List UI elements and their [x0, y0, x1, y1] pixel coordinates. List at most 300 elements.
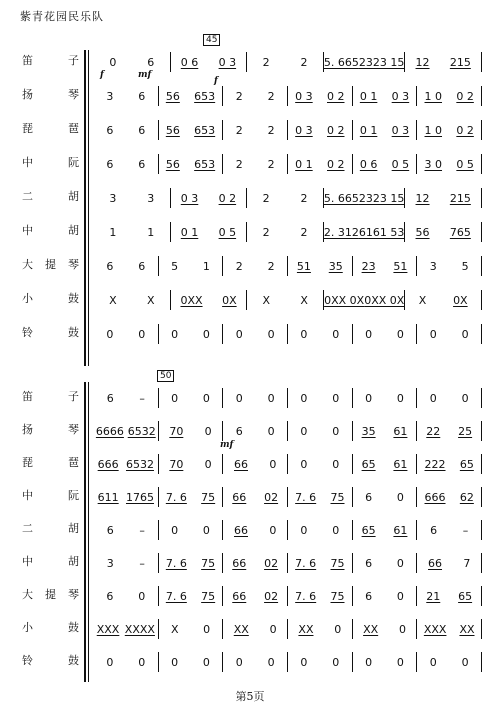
note-group: 0 5 [218, 225, 237, 239]
measure [417, 154, 482, 174]
note-group: 2 [300, 225, 308, 239]
note-group: 0 [202, 655, 210, 669]
measure [94, 324, 159, 344]
note-group: 21 [426, 589, 441, 603]
note-group: 22 [426, 424, 441, 438]
note-group: 0 [269, 523, 277, 537]
measure [417, 324, 482, 344]
measure [247, 290, 324, 310]
measure [417, 454, 482, 474]
note-group: 0 3 [391, 123, 410, 137]
measure [353, 256, 418, 276]
measure [247, 222, 324, 242]
note-group: 3 0 [424, 157, 443, 171]
note-group: 0 [365, 327, 373, 341]
note-group: 0 2 [327, 89, 345, 103]
note-group: 0 [300, 457, 308, 471]
note-group: 2 [300, 191, 308, 205]
note-group: 0 [267, 424, 275, 438]
note-group: 7 [463, 556, 471, 570]
note-group: 0 [204, 457, 212, 471]
measure [288, 324, 353, 344]
measure [353, 553, 418, 573]
note-group: 6 [147, 55, 155, 69]
note-group: 0 2 [218, 191, 237, 205]
note-group: 1 0 [424, 123, 443, 137]
note-group: 6 [365, 556, 373, 570]
note-group: 1765 [125, 490, 154, 504]
note-group: 2 [267, 259, 275, 273]
staff-row [0, 52, 500, 72]
staff-row [0, 388, 500, 408]
instrument-label: 铃 鼓 [22, 654, 80, 667]
note-group: 0 2 [456, 123, 474, 137]
measure [171, 222, 248, 242]
note-group: 0 [204, 424, 212, 438]
measure [288, 454, 353, 474]
instrument-label: 笛 子 [22, 390, 80, 403]
note-group: X [146, 293, 155, 307]
note-group: 0 [461, 327, 469, 341]
measure-group [94, 120, 482, 140]
staff-row [0, 256, 500, 276]
measure-group [94, 324, 482, 344]
measure [223, 652, 288, 672]
instrument-label: 中 胡 [22, 555, 80, 568]
measure [223, 454, 288, 474]
note-group: 1 0 [424, 89, 443, 103]
measure [405, 188, 482, 208]
measure-group [94, 256, 482, 276]
note-group: 0 [334, 622, 342, 636]
note-group: 2 [267, 89, 275, 103]
note-group: 2323 15 [358, 55, 405, 69]
measure [353, 652, 418, 672]
measure [94, 520, 159, 540]
instrument-label: 中 胡 [22, 224, 80, 237]
note-group: 6 [106, 157, 114, 171]
note-group: 0X [453, 293, 468, 307]
dynamic-marking: mf [138, 70, 152, 80]
note-group: 0 [396, 556, 404, 570]
instrument-label: 扬 琴 [22, 88, 80, 101]
measure [94, 86, 159, 106]
note-group: 653 [194, 157, 216, 171]
measure [223, 619, 288, 639]
measure [324, 222, 406, 242]
measure [94, 454, 159, 474]
measure [417, 652, 482, 672]
note-group: – [462, 523, 469, 537]
note-group: 0 [138, 655, 146, 669]
note-group: 0 [398, 622, 406, 636]
note-group: 12 [415, 191, 430, 205]
note-group: 51 [393, 259, 408, 273]
note-group: 666 [97, 457, 119, 471]
measure [94, 388, 159, 408]
note-group: 6 [235, 424, 243, 438]
note-group: 666 [424, 490, 446, 504]
measure [288, 421, 353, 441]
note-group: 653 [194, 123, 216, 137]
measure [159, 454, 224, 474]
staff-row [0, 188, 500, 208]
dynamic-marking: f [214, 76, 218, 86]
measure [288, 520, 353, 540]
note-group: 6 [138, 259, 146, 273]
note-group: 0 [332, 655, 340, 669]
note-group: 0 [396, 327, 404, 341]
measure [159, 586, 224, 606]
measure-group [94, 619, 482, 639]
measure [324, 188, 406, 208]
note-group: 0 [202, 391, 210, 405]
page-number: 第5页 [235, 690, 265, 703]
note-group: X [300, 293, 308, 307]
note-group: 0 [429, 391, 437, 405]
note-group: 0 2 [327, 157, 345, 171]
note-group: 1 [202, 259, 210, 273]
note-group: 51 [296, 259, 311, 273]
measure [223, 154, 288, 174]
staff-row [0, 553, 500, 573]
note-group: 0XX 0X [324, 293, 365, 307]
rehearsal-mark: 45 [203, 34, 220, 46]
note-group: 0 [267, 327, 275, 341]
note-group: 0XX [180, 293, 203, 307]
measure [159, 120, 224, 140]
measure [288, 256, 353, 276]
measure-group [94, 586, 482, 606]
note-group: 0 3 [295, 89, 313, 103]
measure [288, 154, 353, 174]
note-group: 35 [328, 259, 343, 273]
note-group: 35 [361, 424, 376, 438]
staff-row [0, 222, 500, 242]
note-group: 7. 6 [295, 589, 317, 603]
note-group: 0 [203, 622, 211, 636]
staff-row [0, 120, 500, 140]
note-group: 75 [201, 589, 216, 603]
note-group: 0 [429, 655, 437, 669]
note-group: 2 [262, 191, 270, 205]
staff-row [0, 154, 500, 174]
note-group: 6 [106, 589, 114, 603]
note-group: 0 [461, 391, 469, 405]
note-group: 7. 6 [165, 556, 187, 570]
measure [353, 619, 418, 639]
measure [159, 421, 224, 441]
note-group: 12 [415, 55, 430, 69]
note-group: 56 [165, 157, 180, 171]
staff-row [0, 619, 500, 639]
note-group: 0 1 [359, 89, 378, 103]
rehearsal-mark: 50 [157, 370, 174, 382]
note-group: 75 [330, 589, 345, 603]
note-group: 0 5 [456, 157, 474, 171]
dynamic-marking: f [100, 70, 104, 80]
measure [223, 487, 288, 507]
note-group: 3 [106, 556, 114, 570]
measure [417, 520, 482, 540]
measure [417, 619, 482, 639]
measure-group [94, 188, 482, 208]
measure-group [94, 52, 482, 72]
note-group: 66 [234, 457, 248, 471]
staff-row [0, 421, 500, 441]
measure [159, 388, 224, 408]
staff-row [0, 652, 500, 672]
measure [247, 188, 324, 208]
note-group: 2 [267, 123, 275, 137]
note-group: 0X [222, 293, 237, 307]
measure [94, 619, 159, 639]
note-group: 0 [106, 327, 114, 341]
measure [223, 86, 288, 106]
measure-group [94, 454, 482, 474]
note-group: 0 [332, 523, 340, 537]
note-group: 6 [365, 490, 373, 504]
measure-group [94, 86, 482, 106]
measure [223, 520, 288, 540]
measure [288, 388, 353, 408]
note-group: 23 [361, 259, 376, 273]
note-group: 0 [138, 589, 146, 603]
measure [417, 553, 482, 573]
instrument-label: 大提琴 [22, 588, 80, 601]
note-group: 0 [461, 655, 469, 669]
measure-group [94, 290, 482, 310]
measure-group [94, 421, 482, 441]
measure-group [94, 520, 482, 540]
staff-row [0, 324, 500, 344]
staff-row [0, 86, 500, 106]
note-group: 0 [235, 327, 243, 341]
note-group: X [109, 293, 117, 307]
measure [288, 487, 353, 507]
measure [417, 586, 482, 606]
note-group: 0 [396, 490, 404, 504]
measure [405, 222, 482, 242]
note-group: 75 [201, 556, 216, 570]
measure [417, 388, 482, 408]
note-group: 2 [300, 55, 308, 69]
note-group: 0 [429, 327, 437, 341]
note-group: 0 [267, 391, 275, 405]
note-group: 7. 6 [165, 490, 187, 504]
note-group: 75 [330, 556, 345, 570]
measure [94, 222, 171, 242]
note-group: 0 [106, 655, 114, 669]
note-group: XXXX [124, 622, 155, 636]
note-group: 1 [147, 225, 155, 239]
note-group: 0 3 [218, 55, 237, 69]
measure [288, 120, 353, 140]
note-group: 2 [235, 123, 243, 137]
measure [94, 256, 159, 276]
measure [223, 256, 288, 276]
note-group: 65 [459, 457, 474, 471]
note-group: 65 [458, 589, 473, 603]
instrument-label: 笛 子 [22, 54, 80, 67]
note-group: 6 [430, 523, 438, 537]
note-group: 0 [332, 327, 340, 341]
score-system-1 [0, 28, 500, 341]
measure [288, 652, 353, 672]
note-group: 6 [106, 259, 114, 273]
note-group: 0 1 [359, 123, 378, 137]
note-group: 6 [138, 89, 146, 103]
measure [159, 520, 224, 540]
note-group: 70 [169, 457, 184, 471]
measure [353, 154, 418, 174]
instrument-label: 中 阮 [22, 156, 80, 169]
measure [223, 120, 288, 140]
measure-group [94, 388, 482, 408]
note-group: 6 [106, 123, 114, 137]
note-group: 5 [171, 259, 179, 273]
measure [94, 120, 159, 140]
measure-group [94, 652, 482, 672]
note-group: 0 [109, 55, 117, 69]
note-group: 2 [262, 225, 270, 239]
instrument-label: 琵 琶 [22, 122, 80, 135]
note-group: 0 [171, 391, 179, 405]
note-group: 56 [415, 225, 430, 239]
note-group: 611 [97, 490, 119, 504]
note-group: 25 [458, 424, 473, 438]
measure [223, 388, 288, 408]
note-group: 0 [269, 622, 277, 636]
measure [171, 52, 248, 72]
note-group: 3 [147, 191, 155, 205]
dynamic-marking: mf [220, 440, 234, 450]
note-group: 0 [300, 391, 308, 405]
note-group: 0 [269, 457, 277, 471]
note-group: 6 [106, 523, 114, 537]
note-group: XX [459, 622, 475, 636]
measure [405, 52, 482, 72]
measure [405, 290, 482, 310]
note-group: 3 [429, 259, 437, 273]
note-group: 653 [194, 89, 216, 103]
note-group: 0 3 [391, 89, 410, 103]
measure [353, 324, 418, 344]
note-group: 2 [267, 157, 275, 171]
note-group: 2 [235, 89, 243, 103]
measure [353, 586, 418, 606]
note-group: – [139, 556, 145, 570]
note-group: 0 [171, 523, 179, 537]
note-group: 65 [361, 523, 376, 537]
staff-row [0, 290, 500, 310]
measure [94, 553, 159, 573]
note-group: 2323 15 [358, 191, 405, 205]
staff-row [0, 586, 500, 606]
measure [353, 421, 418, 441]
instrument-label: 铃 鼓 [22, 326, 80, 339]
note-group: 66 [234, 523, 248, 537]
note-group: 0 [332, 391, 340, 405]
note-group: 0 [235, 655, 243, 669]
note-group: 66 [232, 589, 247, 603]
note-group: 56 [165, 123, 180, 137]
note-group: 65 [361, 457, 376, 471]
instrument-label: 小 鼓 [22, 292, 80, 305]
note-group: 0 [396, 391, 404, 405]
measure [159, 553, 224, 573]
note-group: 0XX 0X [364, 293, 405, 307]
measure [288, 553, 353, 573]
note-group: 0 2 [456, 89, 474, 103]
note-group: 0 [171, 655, 179, 669]
measure [353, 388, 418, 408]
measure [171, 188, 248, 208]
note-group: 0 [365, 391, 373, 405]
measure-group [94, 154, 482, 174]
note-group: 7. 6 [295, 556, 317, 570]
note-group: 0 [300, 655, 308, 669]
note-group: 6161 53 [358, 225, 405, 239]
note-group: 0 [171, 327, 179, 341]
measure [159, 619, 224, 639]
measure [353, 86, 418, 106]
note-group: 0 3 [180, 191, 199, 205]
note-group: 7. 6 [295, 490, 317, 504]
measure [171, 290, 248, 310]
staff-row [0, 454, 500, 474]
measure [94, 487, 159, 507]
measure [159, 652, 224, 672]
note-group: 5. 665 [323, 55, 359, 69]
note-group: 02 [264, 556, 279, 570]
note-group: 61 [393, 523, 408, 537]
note-group: 0 [332, 424, 340, 438]
note-group: 2 [235, 157, 243, 171]
note-group: 02 [264, 490, 279, 504]
measure [417, 120, 482, 140]
measure [223, 421, 288, 441]
score-header: 紫青花园民乐队 [20, 10, 104, 23]
note-group: 3 [106, 89, 114, 103]
staff-row [0, 520, 500, 540]
note-group: 0 1 [295, 157, 313, 171]
note-group: 70 [169, 424, 184, 438]
note-group: 2. 312 [323, 225, 359, 239]
measure [159, 154, 224, 174]
measure [223, 553, 288, 573]
note-group: 1 [109, 225, 117, 239]
instrument-label: 二 胡 [22, 522, 80, 535]
note-group: 3 [109, 191, 117, 205]
staff-row [0, 487, 500, 507]
measure [94, 52, 171, 72]
measure [223, 586, 288, 606]
instrument-label: 琵 琶 [22, 456, 80, 469]
note-group: 215 [449, 191, 471, 205]
note-group: XX [363, 622, 379, 636]
note-group: 0 3 [295, 123, 313, 137]
measure [159, 256, 224, 276]
note-group: 765 [449, 225, 471, 239]
note-group: 0 [267, 655, 275, 669]
measure-group [94, 222, 482, 242]
measure [159, 86, 224, 106]
note-group: 2 [235, 259, 243, 273]
note-group: 66 [232, 490, 247, 504]
instrument-label: 大提琴 [22, 258, 80, 271]
note-group: 215 [449, 55, 471, 69]
